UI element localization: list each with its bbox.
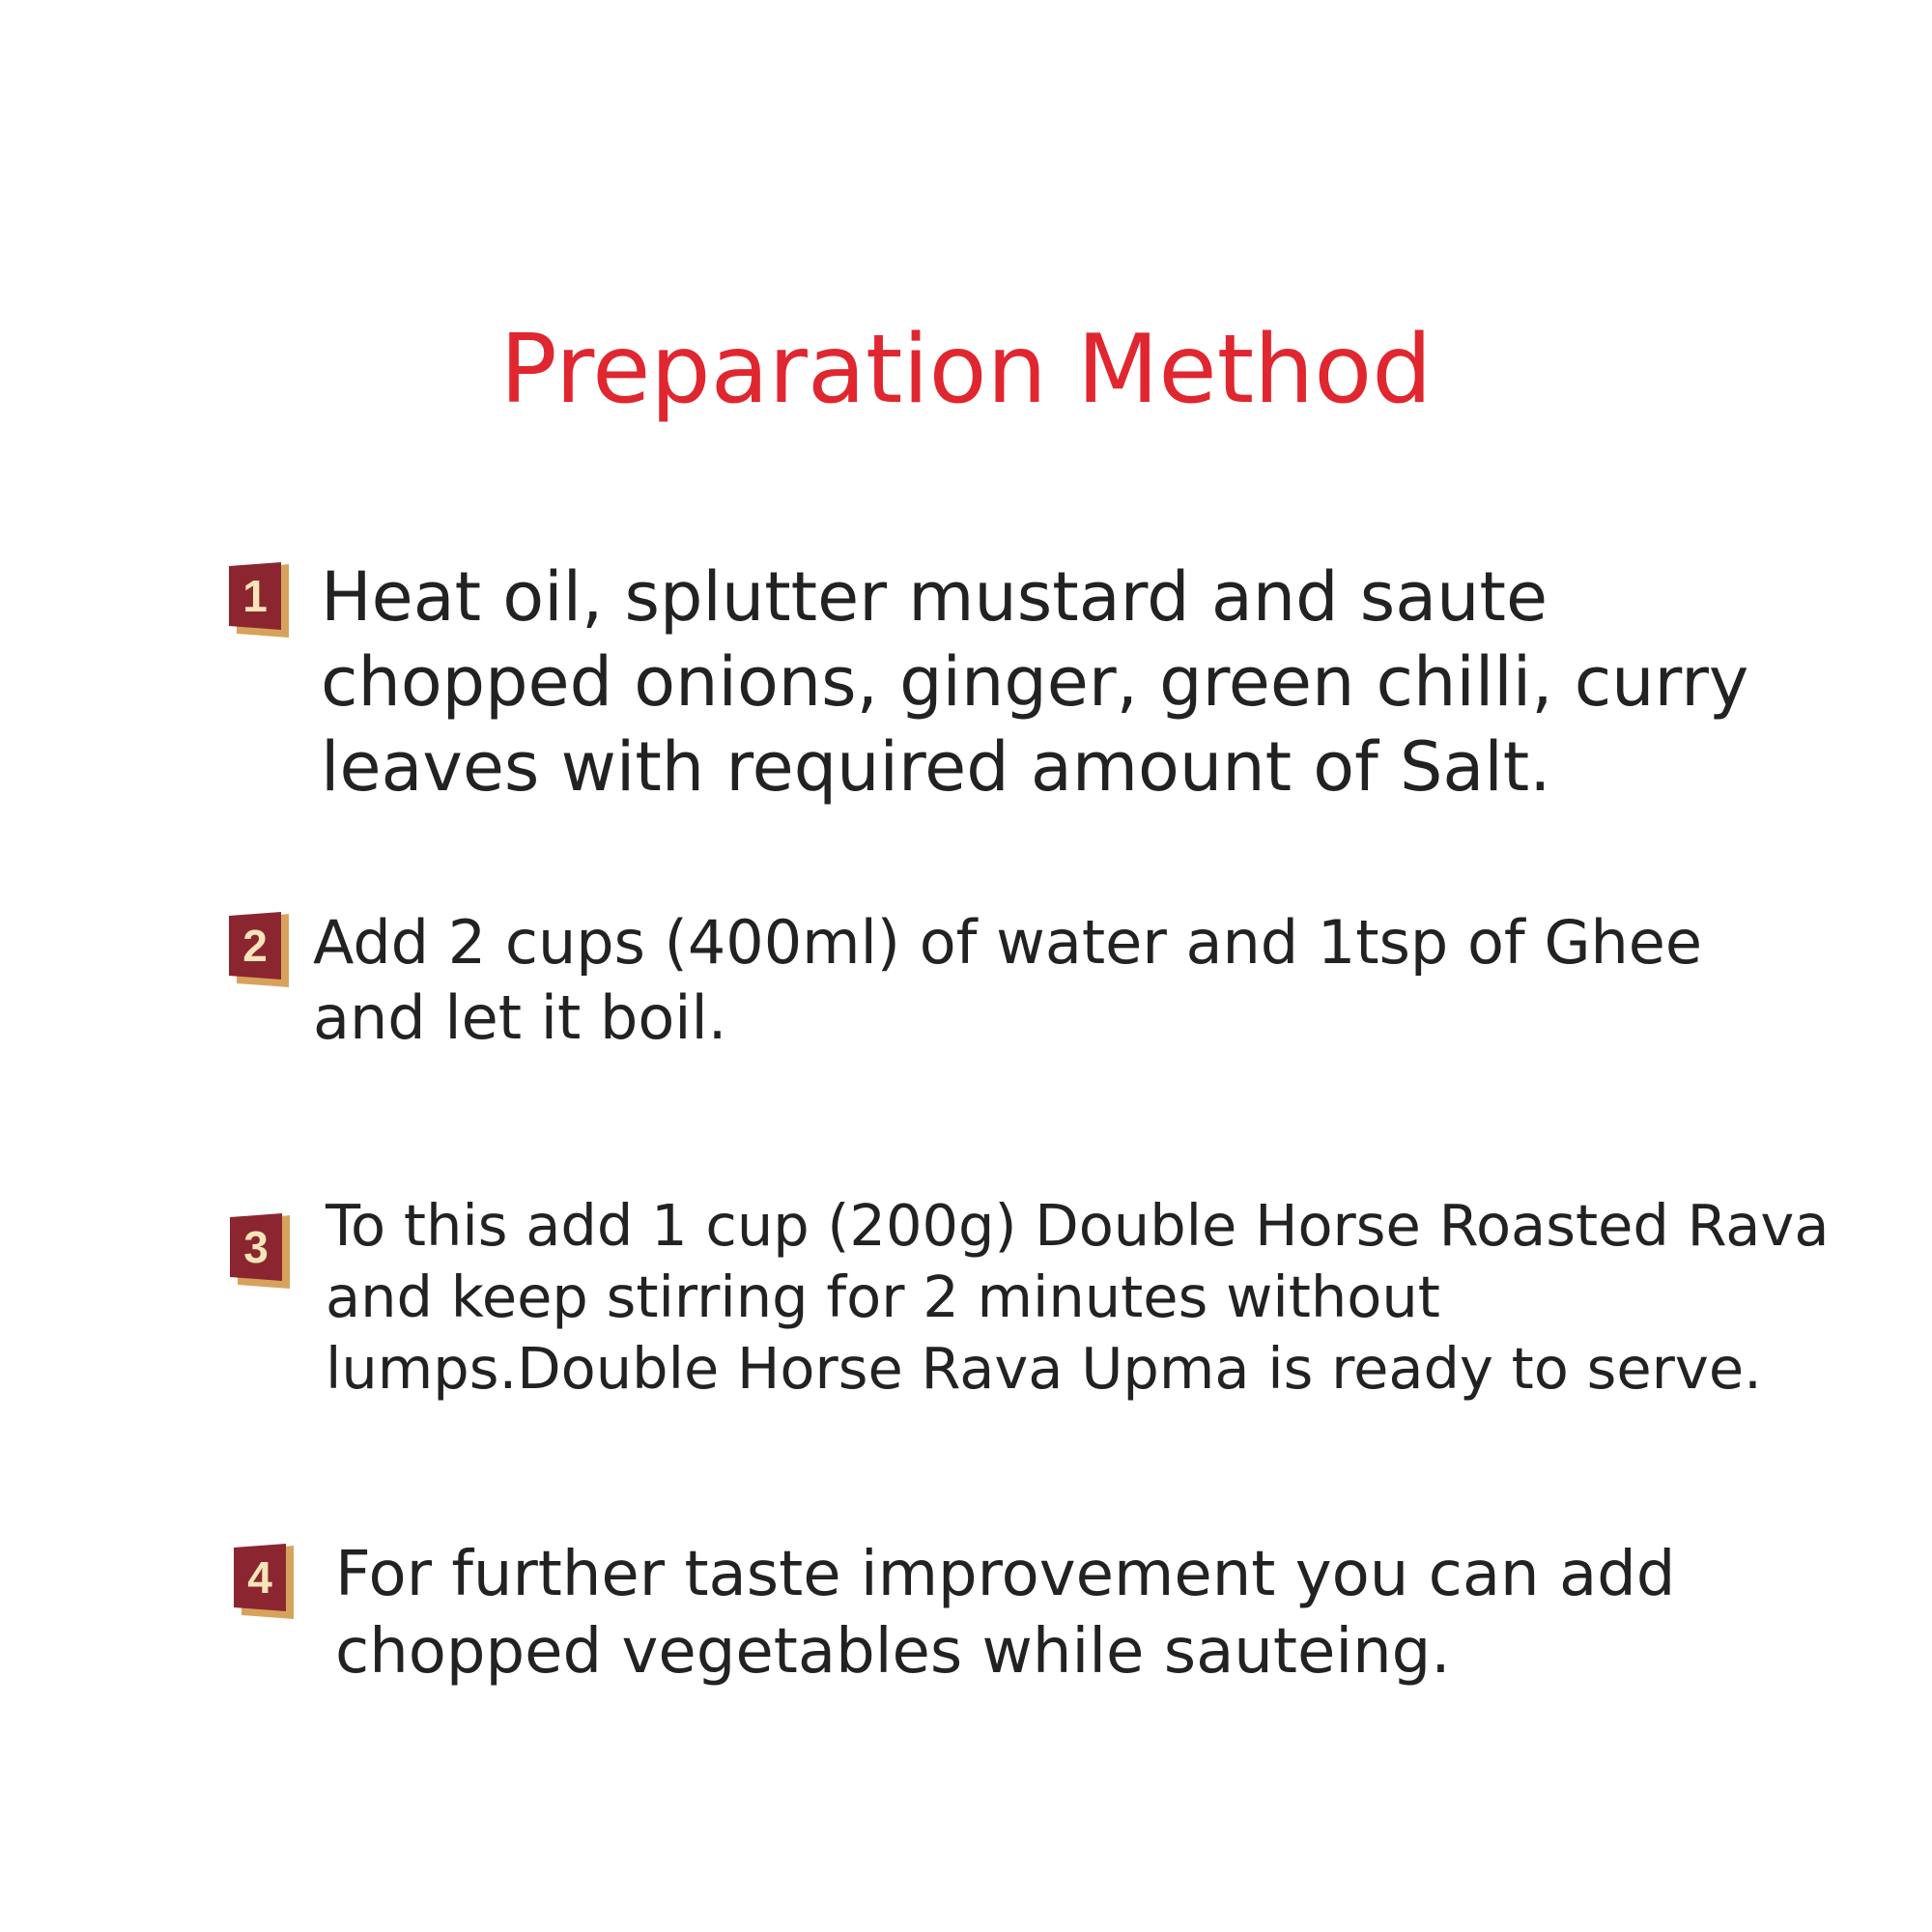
- step-number-badge: [234, 1544, 286, 1611]
- step-number-badge: [229, 562, 281, 630]
- step-number: 3: [243, 1222, 269, 1272]
- step-number-badge: [230, 1213, 282, 1281]
- page-title: Preparation Method: [499, 315, 1433, 425]
- step-text: Heat oil, splutter mustard and saute chopped onions, ginger, green chilli, curry leaves with required amount of Salt.: [321, 557, 1749, 807]
- step-number-badge: [229, 912, 281, 980]
- step-number: 1: [242, 571, 268, 621]
- step-text: Add 2 cups (400ml) of water and 1tsp of Ghee and let it boil.: [313, 907, 1703, 1053]
- step-number: 4: [247, 1552, 272, 1603]
- step-number: 2: [242, 921, 268, 971]
- step-text: To this add 1 cup (200g) Double Horse Roasted Rava and keep stirring for 2 minutes without lumps.Double Horse Rava Upma is ready to serve.: [326, 1192, 1830, 1402]
- step-text: For further taste improvement you can add chopped vegetables while sauteing.: [335, 1539, 1676, 1688]
